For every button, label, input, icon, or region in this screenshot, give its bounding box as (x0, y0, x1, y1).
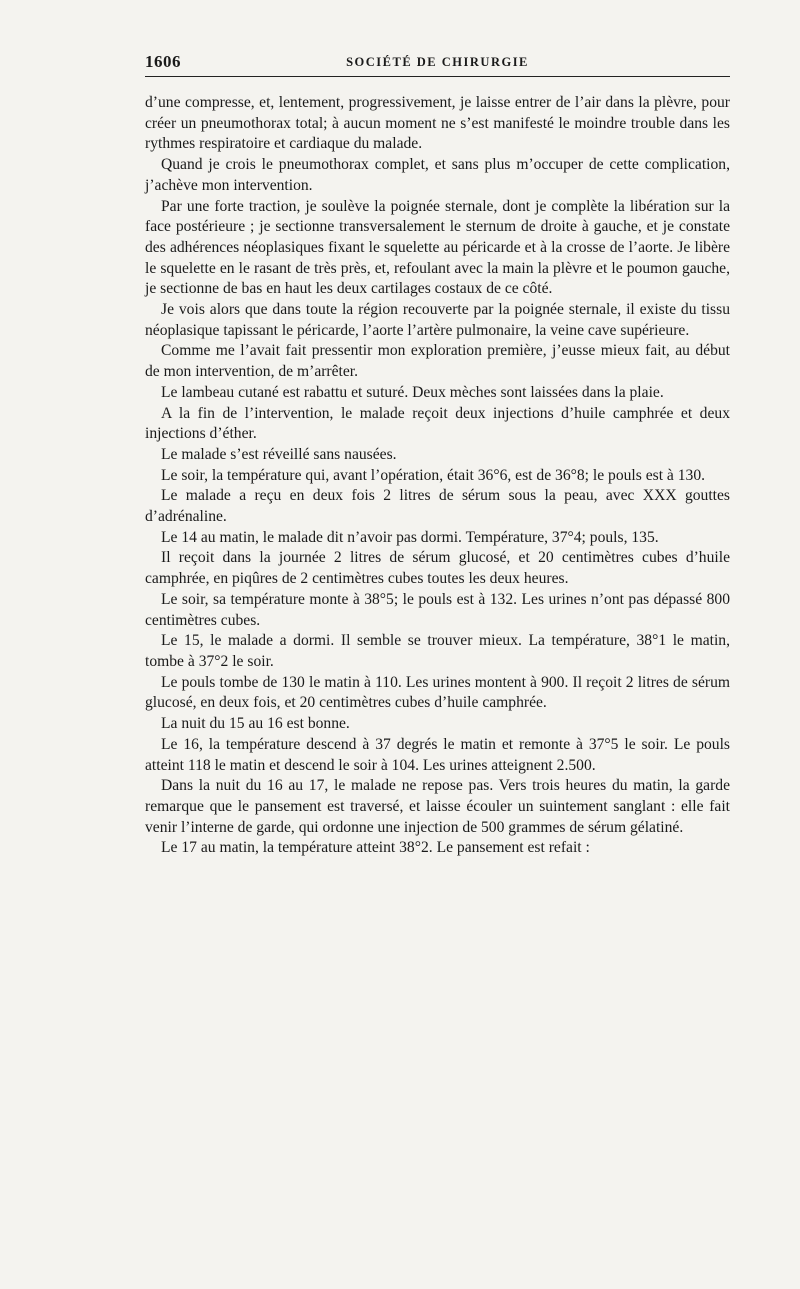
paragraph: Le 16, la température descend à 37 degrés le matin et remonte à 37°5 le soir. Le pouls atteint 118 le matin et descend le soir à 104. Les urines atteignent 2.500. (145, 735, 730, 774)
paragraph: Je vois alors que dans toute la région recouverte par la poignée sternale, il existe du tissu néoplasique tapissant le péricarde, l’aorte l’artère pulmonaire, la veine cave supérieure. (145, 301, 730, 339)
paragraph: Le lambeau cutané est rabattu et suturé. Deux mèches sont laissées dans la plaie. (161, 383, 664, 401)
paragraph: Le 17 au matin, la température atteint 38°2. Le pansement est refait : (161, 839, 590, 857)
paragraph: Le malade a reçu en deux fois 2 litres de sérum sous la peau, avec XXX gouttes d’adrénaline. (145, 487, 730, 526)
paragraph: Le soir, la température qui, avant l’opération, était 36°6, est de 36°8; le pouls est à 130. (161, 466, 706, 484)
page-number: 1606 (145, 52, 181, 71)
body-text (145, 93, 730, 859)
paragraph: Quand je crois le pneumothorax complet, et sans plus m’occuper de cette complication, j’achève mon intervention. (145, 156, 730, 194)
paragraph: d’une compresse, et, lentement, progressivement, je laisse entrer de l’air dans la plèvre, pour créer un pneumothorax total; à aucun moment ne s’est manifesté le moindre trouble dans les rythmes respiratoire et cardiaque du malade. (145, 94, 730, 153)
paragraph: Dans la nuit du 16 au 17, le malade ne repose pas. Vers trois heures du matin, la garde remarque que le pansement est traversé, et laisse écouler un suintement sanglant : elle fait venir l’interne de garde, qui ordonne une injection de 500 grammes de sérum gélatiné. (145, 777, 730, 836)
paragraph: Le soir, sa température monte à 38°5; le pouls est à 132. Les urines n’ont pas dépassé 800 centimètres cubes. (145, 590, 730, 629)
paragraph: Comme me l’avait fait pressentir mon exploration première, j’eusse mieux fait, au début de mon intervention, de m’arrêter. (145, 342, 730, 381)
paragraph: La nuit du 15 au 16 est bonne. (161, 715, 350, 733)
document-page (145, 52, 730, 859)
paragraph: A la fin de l’intervention, le malade reçoit deux injections d’huile camphrée et deux injections d’éther. (145, 404, 730, 443)
paragraph: Le 15, le malade a dormi. Il semble se trouver mieux. La température, 38°1 le matin, tombe à 37°2 le soir. (145, 632, 730, 670)
paragraph: Le pouls tombe de 130 le matin à 110. Les urines montent à 900. Il reçoit 2 litres de sérum glucosé, en deux fois, et 20 centimètres cubes d’huile camphrée. (145, 673, 730, 712)
paragraph: Le 14 au matin, le malade dit n’avoir pas dormi. Température, 37°4; pouls, 135. (161, 528, 659, 546)
paragraph: Par une forte traction, je soulève la poignée sternale, dont je complète la libération sur la face postérieure ; je sectionne transversalement le sternum de droite à gauche, et je constate des adhérences néoplasiques fixant le squelette au péricarde et à la crosse de l’aorte. Je libère le squelette en le rasant de très près, et, refoulant avec la main la plèvre et le poumon gauche, je sectionne de bas en haut les deux cartilages costaux de ce côté. (145, 197, 730, 298)
running-title: SOCIÉTÉ DE CHIRURGIE (346, 55, 529, 69)
paragraph: Il reçoit dans la journée 2 litres de sérum glucosé, et 20 centimètres cubes d’huile camphrée, en piqûres de 2 centimètres cubes toutes les deux heures. (145, 549, 730, 588)
page-header (145, 52, 730, 77)
paragraph: Le malade s’est réveillé sans nausées. (161, 445, 397, 463)
